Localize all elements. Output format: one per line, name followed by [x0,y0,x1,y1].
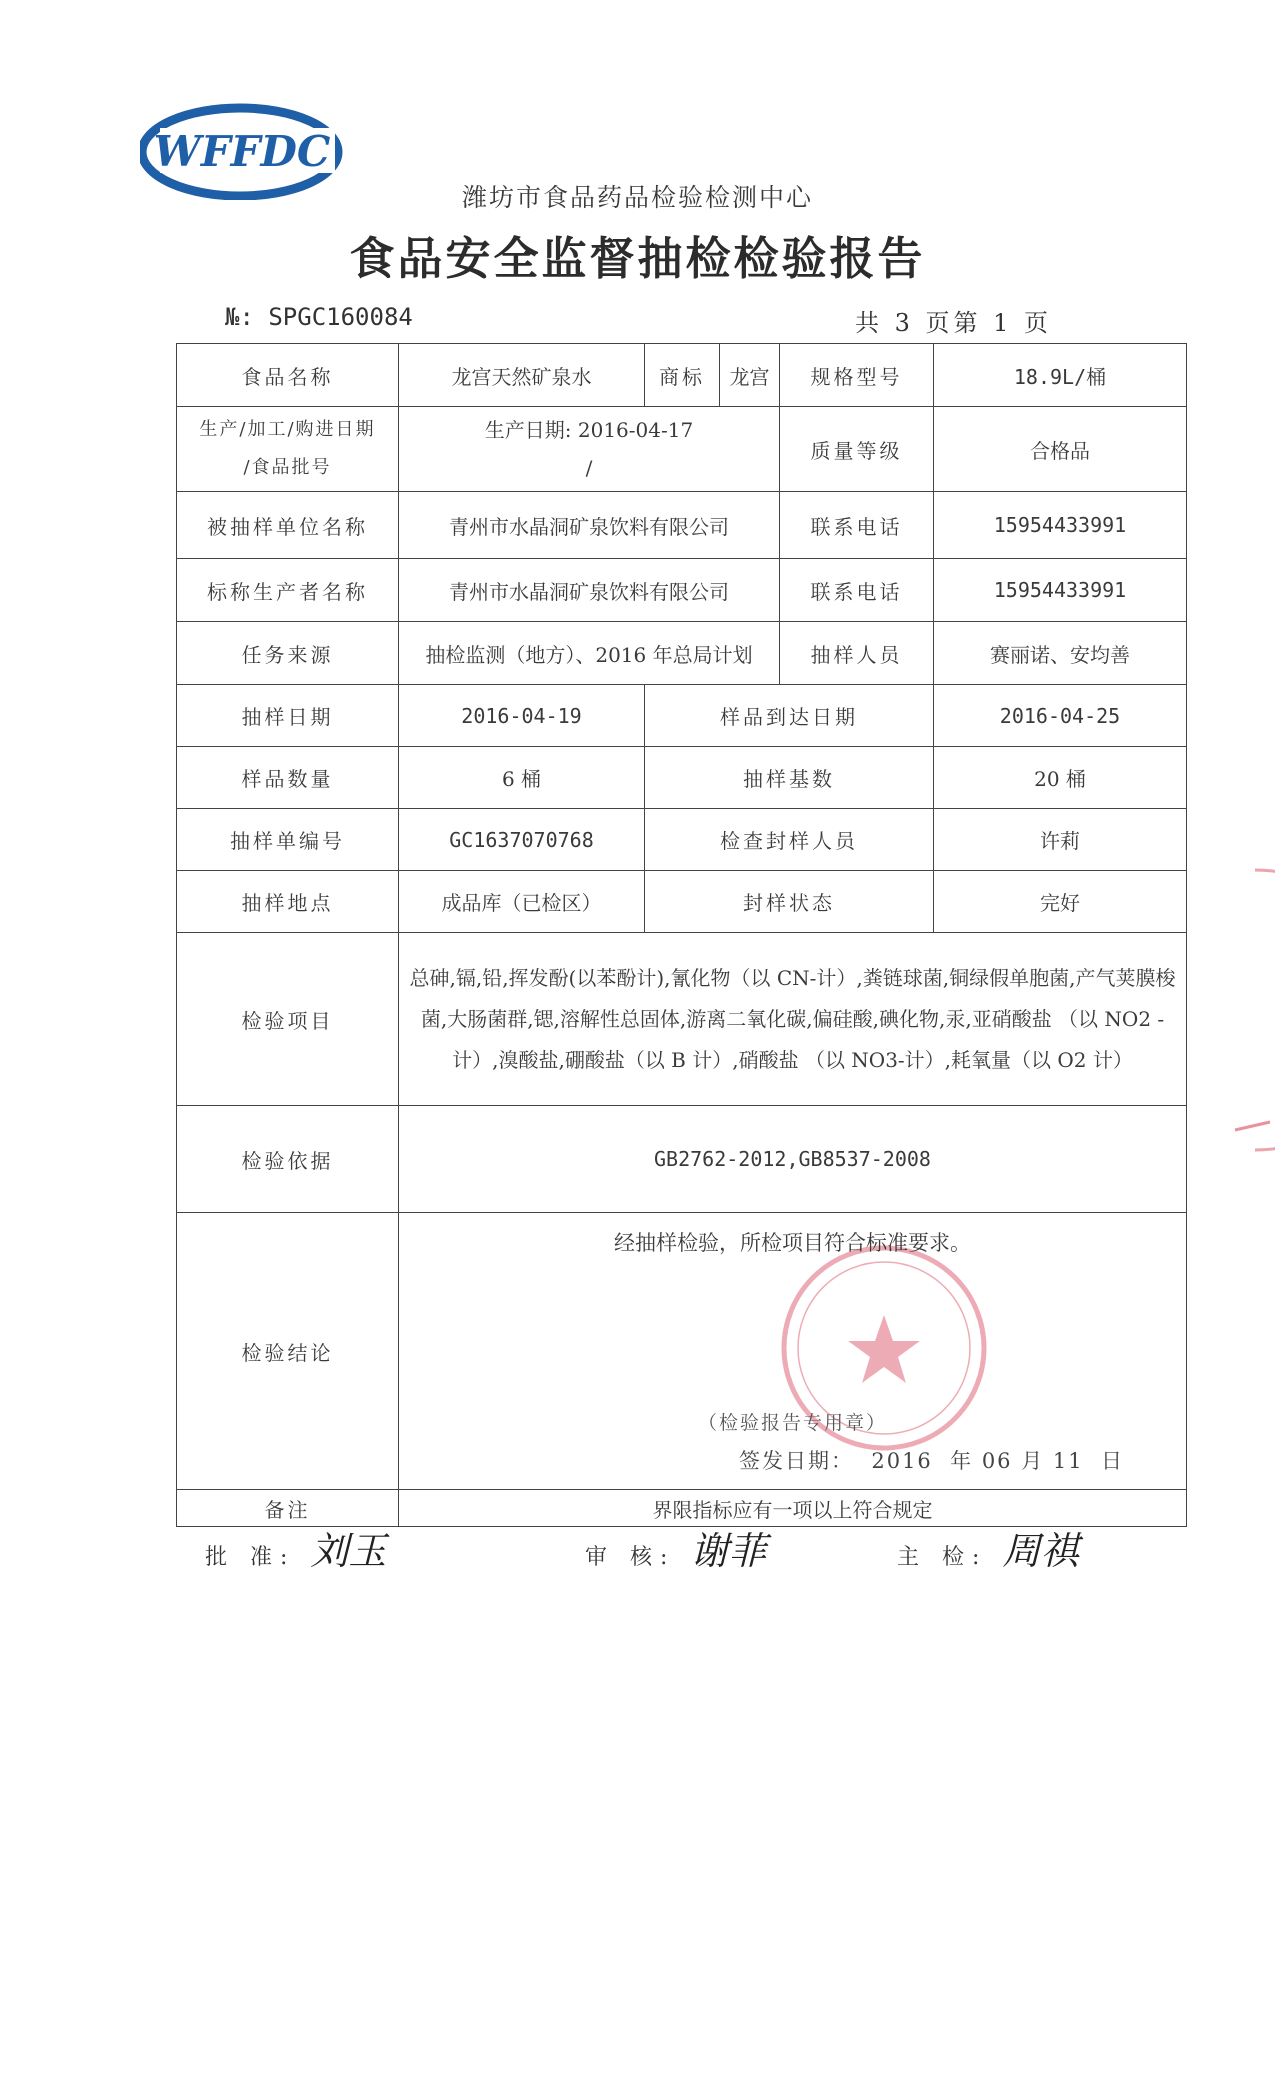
remark-label: 备注 [177,1490,399,1527]
sample-quantity-value: 6 桶 [399,747,645,809]
phone-label-2: 联系电话 [780,559,934,622]
reviewer-label: 审 核: [585,1545,676,1570]
row-manufacturer [177,559,1187,622]
row-sampling-date [177,685,1187,747]
phone-label-1: 联系电话 [780,492,934,559]
row-production-date [177,407,1187,492]
reviewer-block [585,1520,766,1575]
test-items-label: 检验项目 [177,933,399,1106]
report-table [176,343,1187,1527]
manufacturer-label: 标称生产者名称 [177,559,399,622]
sealer-value: 许莉 [934,809,1187,871]
report-title: 食品安全监督抽检检验报告 [349,232,926,285]
production-date-label [177,407,399,492]
row-food-name [177,344,1187,407]
production-date-label-line1: 生产/加工/购进日期 [199,419,376,440]
spec-value: 18.9L/桶 [934,344,1187,407]
row-sampling-number [177,809,1187,871]
row-test-items [177,933,1187,1106]
base-quantity-value: 20 桶 [934,747,1187,809]
phone-value-1: 15954433991 [934,492,1187,559]
seal-label: （检验报告专用章） [697,1412,887,1434]
edge-seal-fragment [1225,860,1275,1160]
manufacturer-value: 青州市水晶洞矿泉饮料有限公司 [399,559,780,622]
arrival-date-label: 样品到达日期 [645,685,934,747]
report-number: №: SPGC160084 [225,303,413,331]
organization-name: 潍坊市食品药品检验检测中心 [461,183,813,212]
conclusion-text: 经抽样检验，所检项目符合标准要求。 [614,1231,971,1255]
seal-status-label: 封样状态 [645,871,934,933]
sampler-label: 抽样人员 [780,622,934,685]
issue-date: 签发日期： 2016 年 06 月 11 日 [739,1449,1124,1473]
page-info: 共 3 页第 1 页 [855,309,1053,337]
row-conclusion [177,1213,1187,1490]
row-task-source [177,622,1187,685]
test-basis-value: GB2762-2012,GB8537-2008 [399,1106,1187,1213]
row-sampled-unit [177,492,1187,559]
sampling-location-value: 成品库（已检区） [399,871,645,933]
task-source-value: 抽检监测（地方）、2016 年总局计划 [399,622,780,685]
sampler-value: 赛丽诺、安均善 [934,622,1187,685]
spec-label: 规格型号 [780,344,934,407]
row-test-basis [177,1106,1187,1213]
production-date-cell [399,407,780,492]
sealer-label: 检查封样人员 [645,809,934,871]
arrival-date-value: 2016-04-25 [934,685,1187,747]
inspector-block [897,1520,1078,1575]
approver-label: 批 准: [205,1545,296,1570]
production-date-label-line2: /食品批号 [243,457,332,478]
sampling-number-value: GC1637070768 [399,809,645,871]
sampling-location-label: 抽样地点 [177,871,399,933]
approver-signature: 刘玉 [310,1529,387,1573]
conclusion-label: 检验结论 [177,1213,399,1490]
row-sampling-location [177,871,1187,933]
base-quantity-label: 抽样基数 [645,747,934,809]
batch-number-value: / [585,456,593,480]
task-source-label: 任务来源 [177,622,399,685]
food-name-label: 食品名称 [177,344,399,407]
remark-value: 界限指标应有一项以上符合规定 [399,1490,1187,1527]
logo-text: WFFDC [153,127,331,176]
sampling-date-label: 抽样日期 [177,685,399,747]
phone-value-2: 15954433991 [934,559,1187,622]
production-date-value: 生产日期: 2016-04-17 [484,418,694,442]
test-items-value: 总砷,镉,铅,挥发酚(以苯酚计),氰化物（以 CN-计）,粪链球菌,铜绿假单胞菌,产气荚膜梭菌,大肠菌群,锶,溶解性总固体,游离二氧化碳,偏硅酸,碘化物,汞,亚硝酸盐 （以 NO2 -计）,溴酸盐,硼酸盐（以 B 计）,硝酸盐 （以 NO3-计）,耗氧量（以 O2 计） [399,933,1187,1106]
sampled-unit-value: 青州市水晶洞矿泉饮料有限公司 [399,492,780,559]
food-name-value: 龙宫天然矿泉水 [399,344,645,407]
row-sample-quantity [177,747,1187,809]
sampling-number-label: 抽样单编号 [177,809,399,871]
sampling-date-value: 2016-04-19 [399,685,645,747]
brand-label: 商标 [645,344,720,407]
inspector-signature: 周祺 [1002,1529,1079,1573]
sampled-unit-label: 被抽样单位名称 [177,492,399,559]
grade-value: 合格品 [934,407,1187,492]
inspector-label: 主 检: [897,1545,988,1570]
conclusion-cell [399,1213,1187,1490]
test-basis-label: 检验依据 [177,1106,399,1213]
reviewer-signature: 谢菲 [690,1529,767,1573]
brand-value: 龙宫 [720,344,780,407]
sample-quantity-label: 样品数量 [177,747,399,809]
grade-label: 质量等级 [780,407,934,492]
seal-status-value: 完好 [934,871,1187,933]
approver-block [205,1520,386,1575]
